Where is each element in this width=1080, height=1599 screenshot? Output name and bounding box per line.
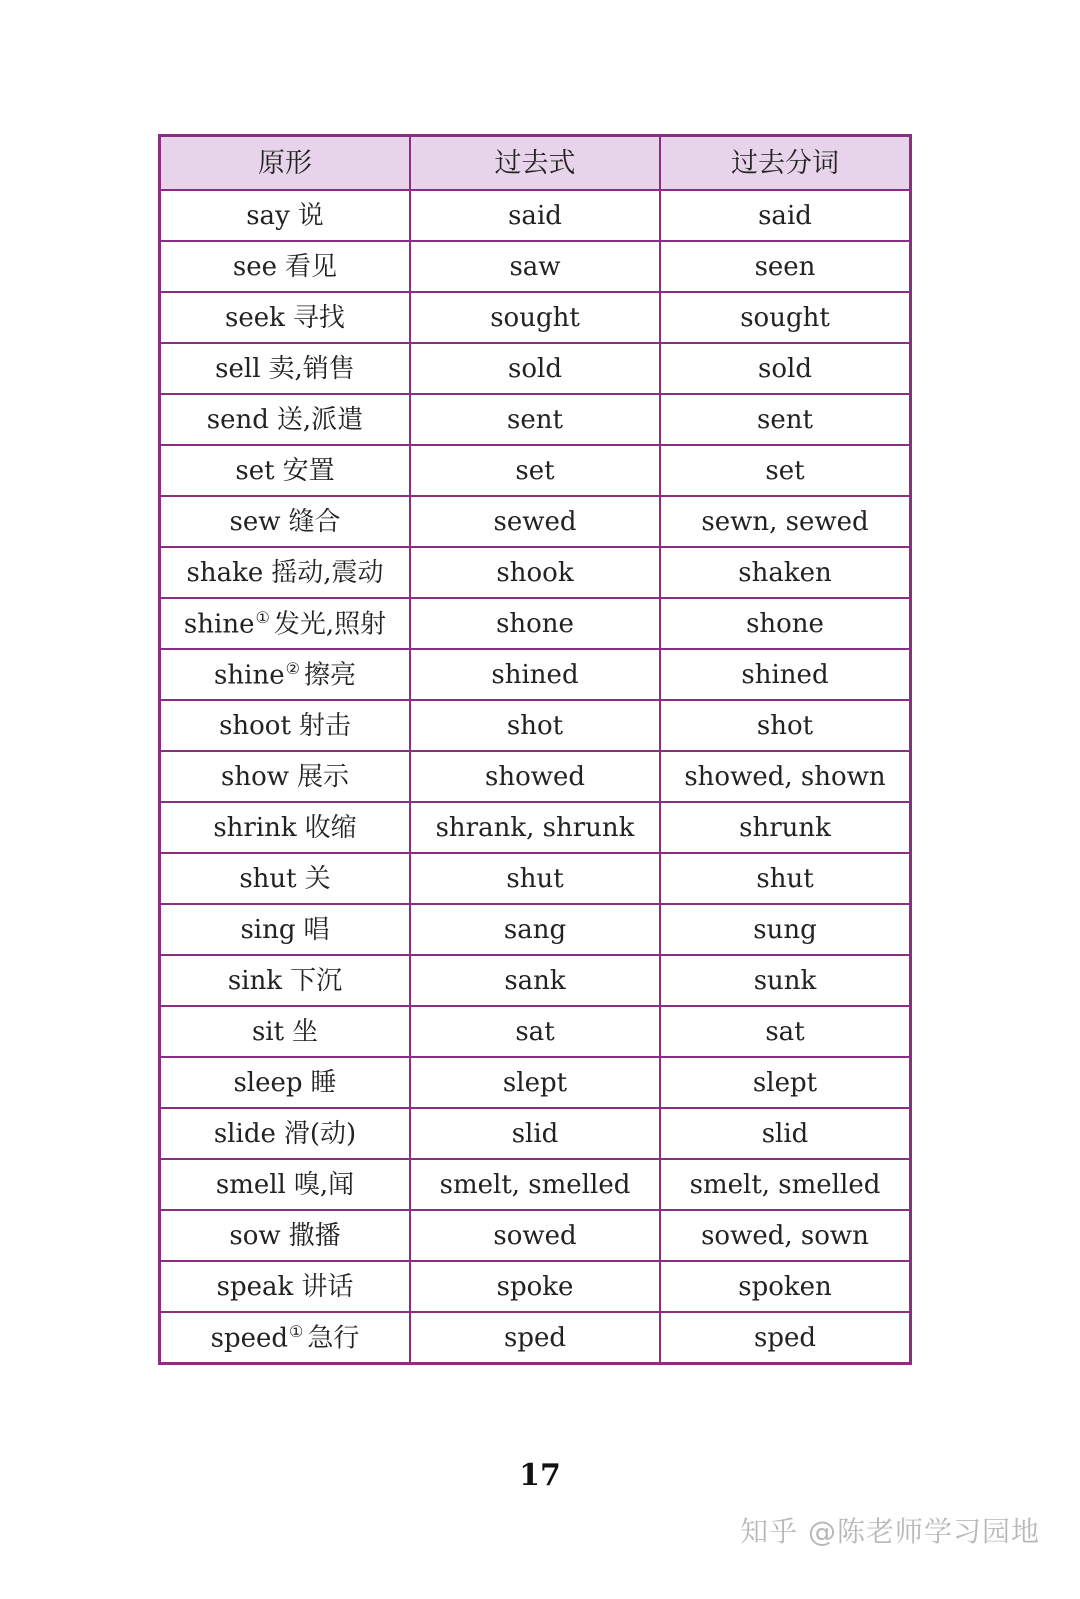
- cell-past-tense: said: [410, 190, 660, 241]
- base-form-meaning: 嗅,闻: [293, 1169, 355, 1200]
- cell-past-participle: shaken: [660, 547, 911, 598]
- base-form-meaning: 关: [304, 863, 331, 894]
- base-form-word: shut: [239, 863, 297, 894]
- table-row: [160, 1210, 911, 1261]
- cell-past-participle: sent: [660, 394, 911, 445]
- cell-past-participle: sold: [660, 343, 911, 394]
- base-form-meaning: 送,派遣: [276, 404, 364, 435]
- cell-past-tense: sat: [410, 1006, 660, 1057]
- cell-past-participle: shrunk: [660, 802, 911, 853]
- cell-base-form: [160, 1006, 411, 1057]
- cell-past-participle: sunk: [660, 955, 911, 1006]
- cell-past-tense: set: [410, 445, 660, 496]
- cell-base-form: [160, 1159, 411, 1210]
- header-row: [160, 136, 911, 191]
- verb-table-container: [158, 134, 906, 1365]
- table-row: [160, 1006, 911, 1057]
- base-form-word: sink: [227, 965, 283, 996]
- cell-past-tense: sewed: [410, 496, 660, 547]
- cell-past-participle: spoken: [660, 1261, 911, 1312]
- cell-past-tense: shot: [410, 700, 660, 751]
- base-form-meaning: 擦亮: [303, 660, 356, 691]
- base-form-meaning: 说: [297, 200, 324, 231]
- base-form-meaning: 坐: [292, 1016, 319, 1047]
- cell-past-tense: spoke: [410, 1261, 660, 1312]
- table-row: [160, 496, 911, 547]
- base-form-meaning: 射击: [298, 710, 351, 741]
- base-form-word: speak: [216, 1271, 294, 1302]
- sense-marker: ②: [285, 658, 300, 678]
- table-row: [160, 1057, 911, 1108]
- header-past-participle: 过去分词: [660, 136, 911, 191]
- cell-base-form: [160, 241, 411, 292]
- base-form-meaning: 卖,销售: [268, 353, 355, 384]
- base-form-word: sew: [229, 506, 281, 537]
- cell-base-form: [160, 343, 411, 394]
- cell-past-tense: sowed: [410, 1210, 660, 1261]
- irregular-verb-table: [158, 134, 912, 1365]
- cell-past-tense: shut: [410, 853, 660, 904]
- cell-base-form: [160, 292, 411, 343]
- table-row: [160, 241, 911, 292]
- cell-base-form: [160, 1312, 411, 1364]
- base-form-word: sit: [251, 1016, 285, 1047]
- base-form-word: speed: [210, 1323, 289, 1354]
- cell-past-tense: sought: [410, 292, 660, 343]
- base-form-word: send: [206, 404, 269, 435]
- table-row: [160, 802, 911, 853]
- cell-past-tense: sent: [410, 394, 660, 445]
- cell-past-participle: shined: [660, 649, 911, 700]
- base-form-meaning: 讲话: [301, 1271, 354, 1302]
- cell-base-form: [160, 1108, 411, 1159]
- cell-past-participle: sped: [660, 1312, 911, 1364]
- page-number: 17: [519, 1458, 561, 1493]
- base-form-meaning: 安置: [282, 455, 335, 486]
- cell-past-participle: sought: [660, 292, 911, 343]
- table-row: [160, 292, 911, 343]
- cell-base-form: [160, 700, 411, 751]
- table-row: [160, 394, 911, 445]
- base-form-word: shine: [183, 609, 255, 640]
- base-form-word: shake: [186, 557, 264, 588]
- table-row: [160, 1108, 911, 1159]
- base-form-word: sell: [215, 353, 261, 384]
- table-row: [160, 343, 911, 394]
- base-form-word: shine: [214, 660, 285, 691]
- cell-past-participle: sewn, sewed: [660, 496, 911, 547]
- base-form-meaning: 展示: [296, 761, 349, 792]
- base-form-meaning: 下沉: [290, 965, 343, 996]
- table-row: [160, 1159, 911, 1210]
- table-body: [160, 190, 911, 1364]
- table-row: [160, 955, 911, 1006]
- base-form-word: set: [235, 455, 275, 486]
- header-base-form: 原形: [160, 136, 411, 191]
- cell-base-form: [160, 802, 411, 853]
- cell-past-tense: slept: [410, 1057, 660, 1108]
- base-form-meaning: 看见: [285, 251, 338, 282]
- table-row: [160, 751, 911, 802]
- table-row: [160, 700, 911, 751]
- cell-past-tense: shook: [410, 547, 660, 598]
- base-form-word: sow: [229, 1220, 281, 1251]
- cell-past-tense: sang: [410, 904, 660, 955]
- cell-past-tense: slid: [410, 1108, 660, 1159]
- base-form-word: shrink: [213, 812, 297, 843]
- base-form-word: shoot: [219, 710, 291, 741]
- cell-base-form: [160, 1057, 411, 1108]
- base-form-word: sing: [240, 914, 296, 945]
- cell-past-tense: sped: [410, 1312, 660, 1364]
- base-form-meaning: 摇动,震动: [271, 557, 384, 588]
- cell-past-participle: sat: [660, 1006, 911, 1057]
- base-form-word: see: [232, 251, 278, 282]
- cell-base-form: [160, 853, 411, 904]
- table-row: [160, 598, 911, 649]
- cell-past-tense: sold: [410, 343, 660, 394]
- table-row: [160, 853, 911, 904]
- sense-marker: ①: [289, 1321, 304, 1341]
- base-form-meaning: 撒播: [288, 1220, 341, 1251]
- base-form-word: sleep: [233, 1067, 303, 1098]
- cell-base-form: [160, 955, 411, 1006]
- base-form-meaning: 急行: [307, 1323, 360, 1354]
- sense-marker: ①: [255, 607, 270, 627]
- base-form-meaning: 缝合: [288, 506, 341, 537]
- table-row: [160, 190, 911, 241]
- cell-base-form: [160, 547, 411, 598]
- table-row: [160, 547, 911, 598]
- cell-base-form: [160, 1261, 411, 1312]
- cell-past-participle: set: [660, 445, 911, 496]
- cell-base-form: [160, 1210, 411, 1261]
- cell-past-participle: seen: [660, 241, 911, 292]
- cell-past-participle: shot: [660, 700, 911, 751]
- cell-past-participle: shut: [660, 853, 911, 904]
- cell-past-tense: shined: [410, 649, 660, 700]
- cell-past-participle: slid: [660, 1108, 911, 1159]
- cell-past-participle: smelt, smelled: [660, 1159, 911, 1210]
- table-row: [160, 1261, 911, 1312]
- cell-past-tense: shrank, shrunk: [410, 802, 660, 853]
- table-row: [160, 904, 911, 955]
- cell-base-form: [160, 598, 411, 649]
- table-row: [160, 445, 911, 496]
- base-form-word: smell: [215, 1169, 286, 1200]
- cell-past-participle: sowed, sown: [660, 1210, 911, 1261]
- base-form-word: say: [246, 200, 290, 231]
- watermark: 知乎 @陈老师学习园地: [740, 1515, 1040, 1548]
- cell-past-tense: shone: [410, 598, 660, 649]
- cell-past-participle: said: [660, 190, 911, 241]
- cell-past-tense: sank: [410, 955, 660, 1006]
- cell-base-form: [160, 190, 411, 241]
- base-form-meaning: 唱: [303, 914, 330, 945]
- cell-past-participle: showed, shown: [660, 751, 911, 802]
- cell-past-tense: saw: [410, 241, 660, 292]
- base-form-word: seek: [225, 302, 285, 333]
- cell-past-participle: slept: [660, 1057, 911, 1108]
- cell-base-form: [160, 649, 411, 700]
- cell-past-tense: smelt, smelled: [410, 1159, 660, 1210]
- cell-past-participle: sung: [660, 904, 911, 955]
- cell-base-form: [160, 445, 411, 496]
- cell-base-form: [160, 751, 411, 802]
- base-form-meaning: 寻找: [292, 302, 345, 333]
- base-form-meaning: 睡: [310, 1067, 337, 1098]
- cell-past-tense: showed: [410, 751, 660, 802]
- base-form-word: show: [220, 761, 289, 792]
- cell-past-participle: shone: [660, 598, 911, 649]
- cell-base-form: [160, 496, 411, 547]
- base-form-meaning: 发光,照射: [273, 609, 387, 640]
- cell-base-form: [160, 904, 411, 955]
- base-form-meaning: 滑(动): [283, 1118, 357, 1149]
- header-past-tense: 过去式: [410, 136, 660, 191]
- table-header: [160, 136, 911, 191]
- cell-base-form: [160, 394, 411, 445]
- table-row: [160, 649, 911, 700]
- base-form-meaning: 收缩: [304, 812, 357, 843]
- table-row: [160, 1312, 911, 1364]
- base-form-word: slide: [213, 1118, 276, 1149]
